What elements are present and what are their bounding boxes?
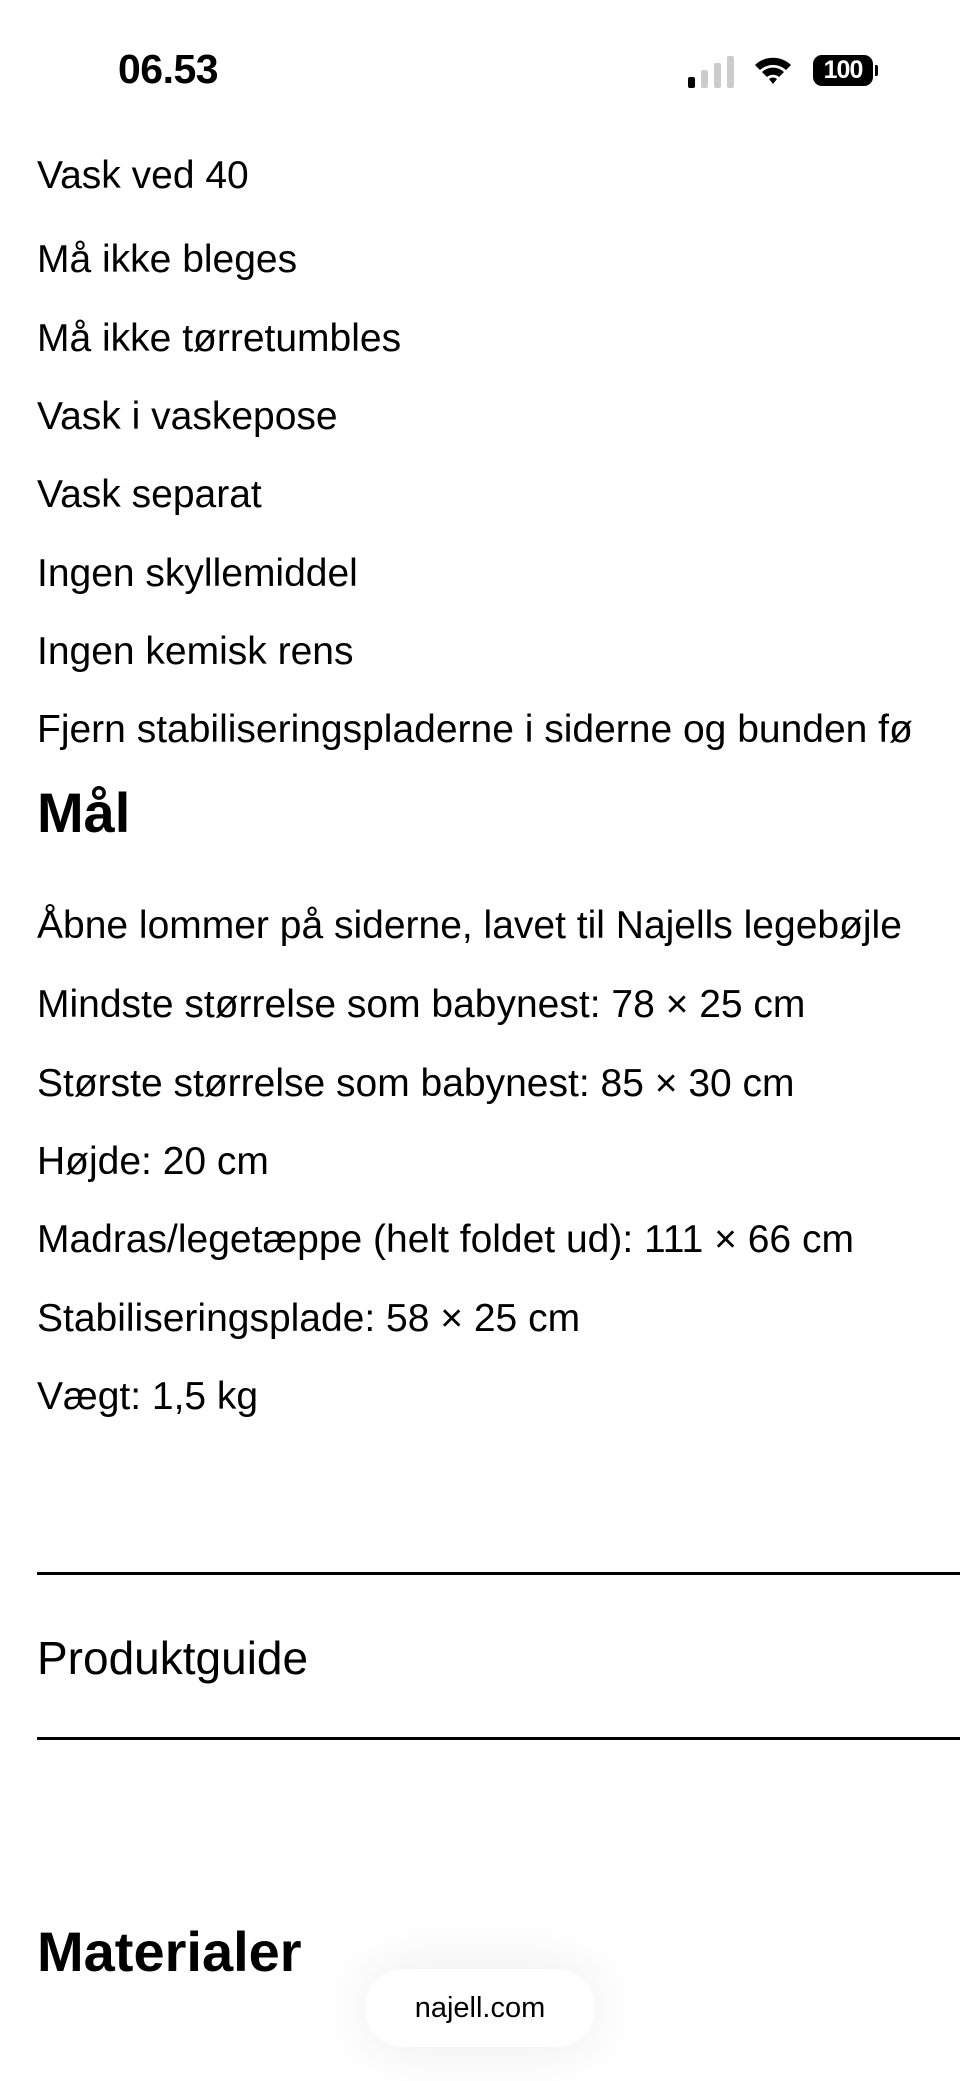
- battery-icon: 100: [813, 55, 873, 86]
- dimension-item: Største størrelse som babynest: 85 × 30 cm: [37, 1062, 795, 1105]
- product-guide-accordion[interactable]: Produktguide: [37, 1632, 309, 1684]
- care-item: Ingen skyllemiddel: [37, 552, 358, 595]
- status-time: 06.53: [118, 46, 219, 92]
- care-item: Vask i vaskepose: [37, 395, 338, 438]
- url-bar[interactable]: najell.com: [365, 1969, 595, 2047]
- wifi-icon: [753, 54, 793, 86]
- next-section-heading: Materialer: [37, 1920, 302, 1983]
- divider: [37, 1737, 960, 1740]
- dimension-item: Åbne lommer på siderne, lavet til Najells legebøjle: [37, 904, 902, 947]
- care-item: Fjern stabiliseringspladerne i siderne og bunden fø: [37, 708, 913, 751]
- dimensions-heading: Mål: [37, 781, 131, 844]
- care-item: Vask ved 40: [37, 154, 249, 197]
- status-bar: [0, 0, 960, 140]
- care-item: Må ikke bleges: [37, 238, 298, 281]
- cellular-signal-icon: [688, 56, 738, 88]
- care-item: Ingen kemisk rens: [37, 630, 354, 673]
- care-item: Må ikke tørretumbles: [37, 317, 402, 360]
- dimension-item: Højde: 20 cm: [37, 1140, 269, 1183]
- dimension-item: Vægt: 1,5 kg: [37, 1375, 259, 1418]
- divider: [37, 1572, 960, 1575]
- dimension-item: Stabiliseringsplade: 58 × 25 cm: [37, 1297, 581, 1340]
- dimension-item: Mindste størrelse som babynest: 78 × 25 cm: [37, 983, 806, 1026]
- care-item: Vask separat: [37, 473, 262, 516]
- dimension-item: Madras/legetæppe (helt foldet ud): 111 × 66 cm: [37, 1218, 854, 1261]
